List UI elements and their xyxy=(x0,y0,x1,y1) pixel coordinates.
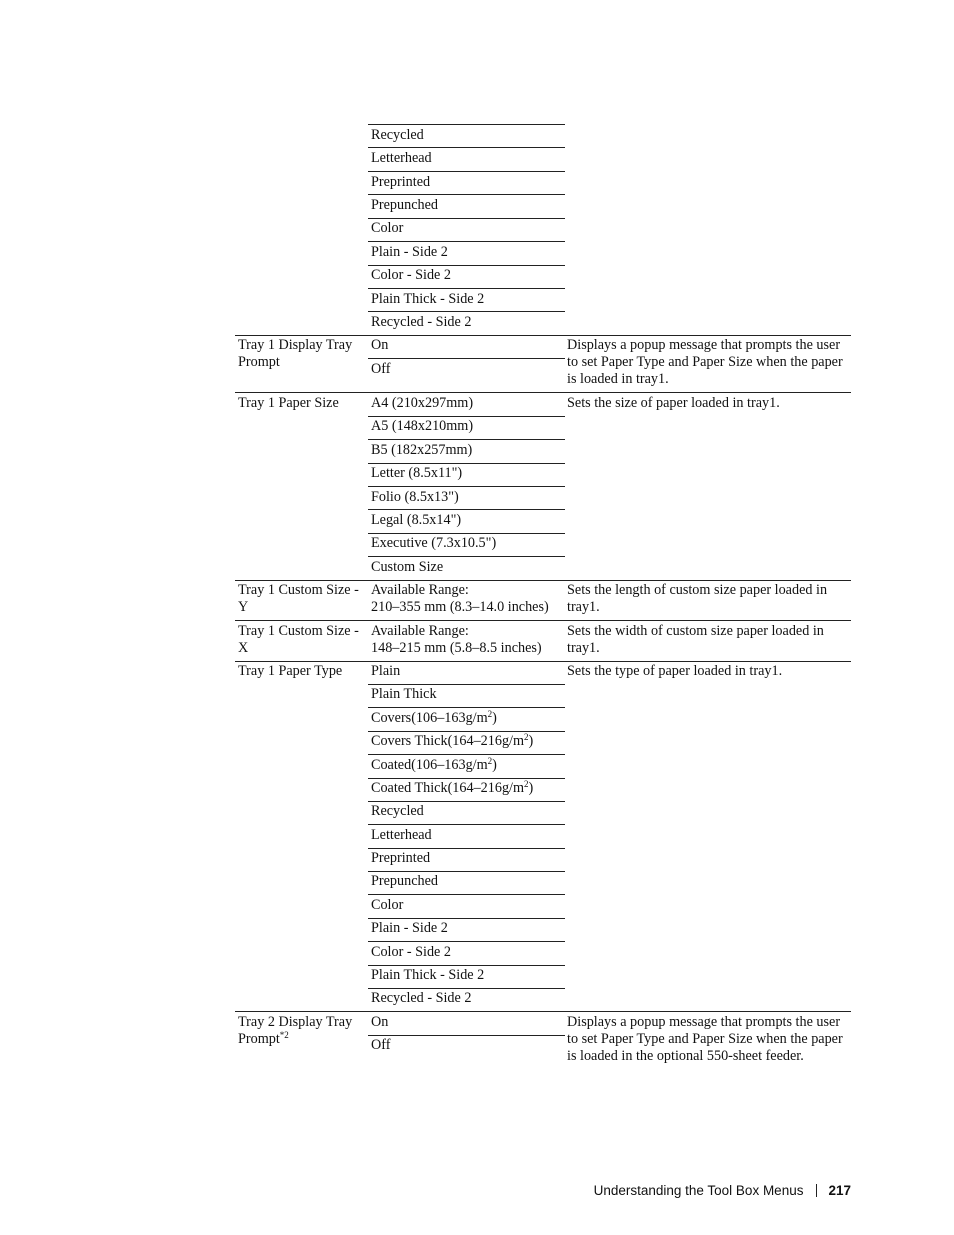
row-divider xyxy=(368,533,565,534)
row-divider xyxy=(368,848,565,849)
option-text: A4 (210x297mm) xyxy=(371,395,474,411)
setting-description: Sets the size of paper loaded in tray1. xyxy=(567,395,780,411)
option-text: Recycled xyxy=(371,127,424,143)
row-divider xyxy=(368,218,565,219)
row-divider xyxy=(368,241,565,242)
row-divider xyxy=(368,918,565,919)
range-label: Available Range: xyxy=(371,582,469,598)
range-value: 148–215 mm (5.8–8.5 inches) xyxy=(371,640,542,656)
option-text: Coated $Thick(164-216g/m^2)$ xyxy=(371,779,534,796)
option-text: Prepunched xyxy=(371,873,438,889)
setting-description: Sets the length of custom size paper loaded in tray1. xyxy=(567,582,828,615)
row-divider xyxy=(368,288,565,289)
setting-description: Sets the width of custom size paper loaded in tray1. xyxy=(567,623,824,656)
row-divider xyxy=(368,486,565,487)
option-text: Plain - Side 2 xyxy=(371,244,448,260)
range-label: Available Range: xyxy=(371,623,469,639)
row-divider xyxy=(368,707,565,708)
option-text: $Covers(106-163g/m^2)$ xyxy=(371,709,497,726)
option-text: $Coated(106-163g/m^2)$ xyxy=(371,756,497,773)
setting-label: Tray 1 Custom Size - xyxy=(238,582,359,598)
setting-label: Tray 1 Paper Type xyxy=(238,663,343,679)
row-divider xyxy=(368,778,565,779)
range-value: 210–355 mm (8.3–14.0 inches) xyxy=(371,599,549,615)
row-divider xyxy=(368,556,565,557)
footer-separator xyxy=(816,1184,817,1197)
setting-description: Displays a popup message that prompts the user to set Paper Type and Paper Size when the paper is loaded in the optional 550-sheet feeder. xyxy=(567,1014,843,1064)
option-text: Color - Side 2 xyxy=(371,944,451,960)
page-number: 217 xyxy=(828,1182,851,1198)
option-text: Off xyxy=(371,361,391,377)
option-text: On xyxy=(371,337,389,353)
row-divider xyxy=(235,392,851,393)
option-text: Preprinted xyxy=(371,174,431,190)
row-divider xyxy=(368,684,565,685)
footer-section-title: Understanding the Tool Box Menus xyxy=(593,1182,804,1198)
row-divider xyxy=(368,941,565,942)
option-text: Executive (7.3x10.5") xyxy=(371,535,497,551)
row-divider xyxy=(368,265,565,266)
option-text: Color - Side 2 xyxy=(371,267,451,283)
row-divider xyxy=(368,194,565,195)
row-divider xyxy=(368,509,565,510)
option-text: Plain - Side 2 xyxy=(371,920,448,936)
row-divider xyxy=(368,358,565,359)
option-text: A5 (148x210mm) xyxy=(371,418,474,434)
option-text: Covers $Thick(164-216g/m^2)$ xyxy=(371,732,534,749)
row-divider xyxy=(235,661,851,662)
row-divider xyxy=(368,171,565,172)
setting-label: Tray 1 Display Tray Prompt xyxy=(238,337,353,370)
page-footer xyxy=(560,1180,851,1200)
row-divider xyxy=(368,965,565,966)
row-divider xyxy=(368,439,565,440)
option-text: Custom Size xyxy=(371,559,444,575)
setting-description: Sets the type of paper loaded in tray1. xyxy=(567,663,783,679)
option-text: Letterhead xyxy=(371,150,432,166)
option-text: Letter (8.5x11") xyxy=(371,465,463,481)
row-divider xyxy=(235,335,851,336)
setting-label: Tray 1 Custom Size - xyxy=(238,623,359,639)
setting-label: Tray 2 Display Tray Prompt$^{*2}$ xyxy=(238,1014,353,1047)
row-divider xyxy=(368,824,565,825)
setting-label-cont: X xyxy=(238,640,249,656)
setting-label-cont: Y xyxy=(238,599,249,615)
setting-label: Tray 1 Paper Size xyxy=(238,395,339,411)
row-divider xyxy=(368,754,565,755)
option-text: Recycled - Side 2 xyxy=(371,314,472,330)
row-divider xyxy=(368,894,565,895)
option-text: Plain Thick xyxy=(371,686,437,702)
row-divider xyxy=(235,1011,851,1012)
option-text: B5 (182x257mm) xyxy=(371,442,473,458)
option-text: Legal (8.5x14") xyxy=(371,512,462,528)
row-divider xyxy=(368,147,565,148)
option-text: Preprinted xyxy=(371,850,431,866)
option-text: Color xyxy=(371,897,404,913)
row-divider xyxy=(368,801,565,802)
option-text: Off xyxy=(371,1037,391,1053)
option-text: Color xyxy=(371,220,404,236)
row-divider xyxy=(368,1035,565,1036)
row-divider xyxy=(368,731,565,732)
setting-description: Displays a popup message that prompts the user to set Paper Type and Paper Size when the paper is loaded in tray1. xyxy=(567,337,843,387)
row-divider xyxy=(235,580,851,581)
row-divider xyxy=(368,124,565,125)
option-text: On xyxy=(371,1014,389,1030)
option-text: Recycled xyxy=(371,803,424,819)
option-text: Plain Thick - Side 2 xyxy=(371,291,485,307)
option-text: Plain xyxy=(371,663,401,679)
option-text: Recycled - Side 2 xyxy=(371,990,472,1006)
row-divider xyxy=(368,311,565,312)
row-divider xyxy=(368,871,565,872)
row-divider xyxy=(235,620,851,621)
option-text: Folio (8.5x13") xyxy=(371,489,459,505)
row-divider xyxy=(368,463,565,464)
option-text: Letterhead xyxy=(371,827,432,843)
option-text: Prepunched xyxy=(371,197,438,213)
row-divider xyxy=(368,416,565,417)
row-divider xyxy=(368,988,565,989)
option-text: Plain Thick - Side 2 xyxy=(371,967,485,983)
